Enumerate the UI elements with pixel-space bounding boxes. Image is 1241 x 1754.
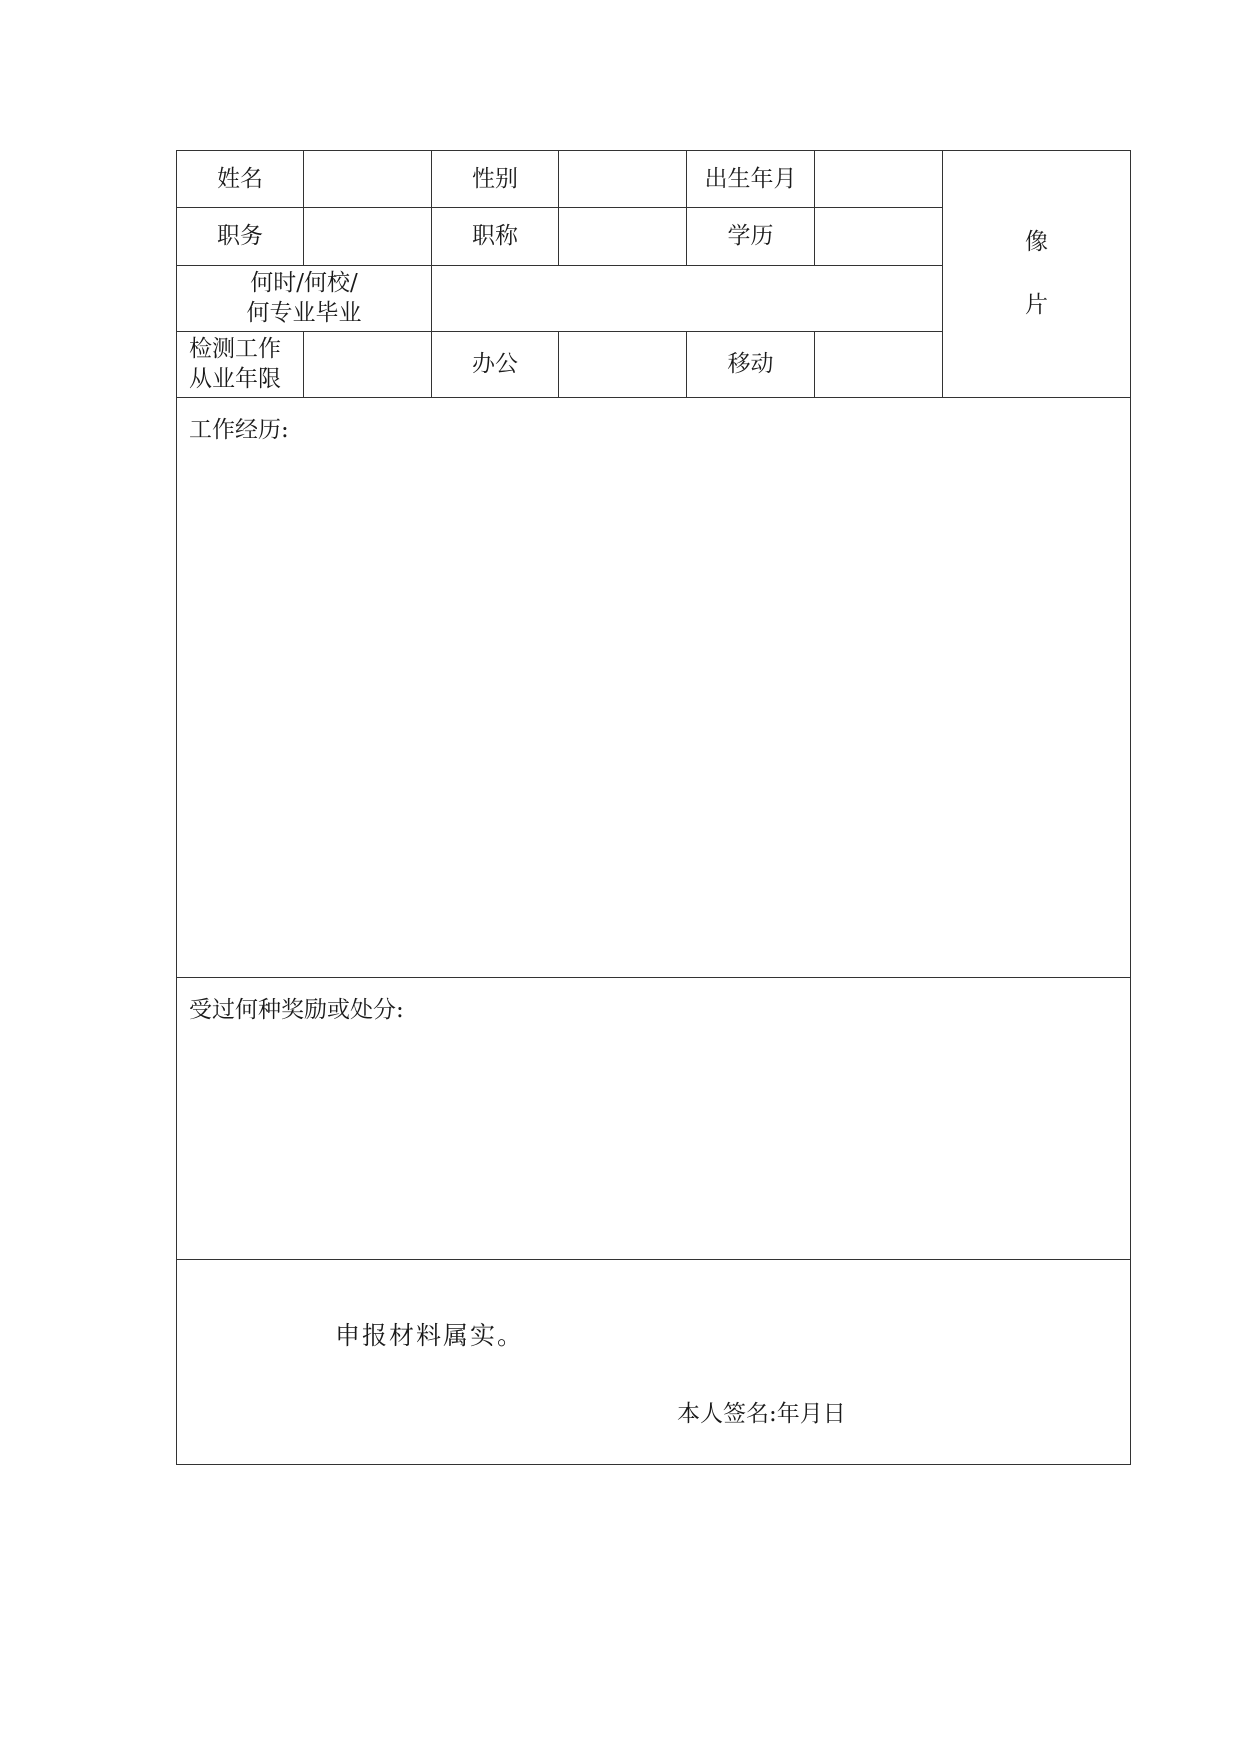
signature-label[interactable]: 本人签名:年月日 [677,1401,846,1427]
awards-section[interactable] [177,978,1131,1260]
application-form-table [176,150,1131,1465]
work-history-label: 工作经历: [189,417,289,443]
work-years-field[interactable] [304,332,432,398]
gender-label: 性别 [432,151,559,208]
declaration-section [177,1260,1131,1465]
mobile-phone-label: 移动 [687,332,815,398]
work-years-label-line1: 检测工作 [189,335,281,362]
professional-title-field[interactable] [559,208,687,266]
birth-date-field[interactable] [815,151,943,208]
graduation-label [177,266,432,332]
graduation-label-line2: 何专业毕业 [246,299,362,326]
declaration-text: 申报材料属实。 [335,1321,525,1350]
education-field[interactable] [815,208,943,266]
position-field[interactable] [304,208,432,266]
name-field[interactable] [304,151,432,208]
education-label: 学历 [687,208,815,266]
gender-field[interactable] [559,151,687,208]
name-label: 姓名 [177,151,304,208]
work-years-label-line2: 从业年限 [189,365,281,392]
work-years-label [177,332,304,398]
position-label: 职务 [177,208,304,266]
graduation-field[interactable] [432,266,943,332]
birth-date-label: 出生年月 [687,151,815,208]
photo-box[interactable] [943,151,1131,398]
awards-label: 受过何种奖励或处分: [189,997,404,1023]
office-phone-label: 办公 [432,332,559,398]
mobile-phone-field[interactable] [815,332,943,398]
office-phone-field[interactable] [559,332,687,398]
graduation-label-line1: 何时/何校/ [250,269,358,296]
work-history-section[interactable] [177,398,1131,978]
professional-title-label: 职称 [432,208,559,266]
photo-label-line2: 片 [1025,292,1048,318]
photo-label-line1: 像 [1025,229,1048,255]
